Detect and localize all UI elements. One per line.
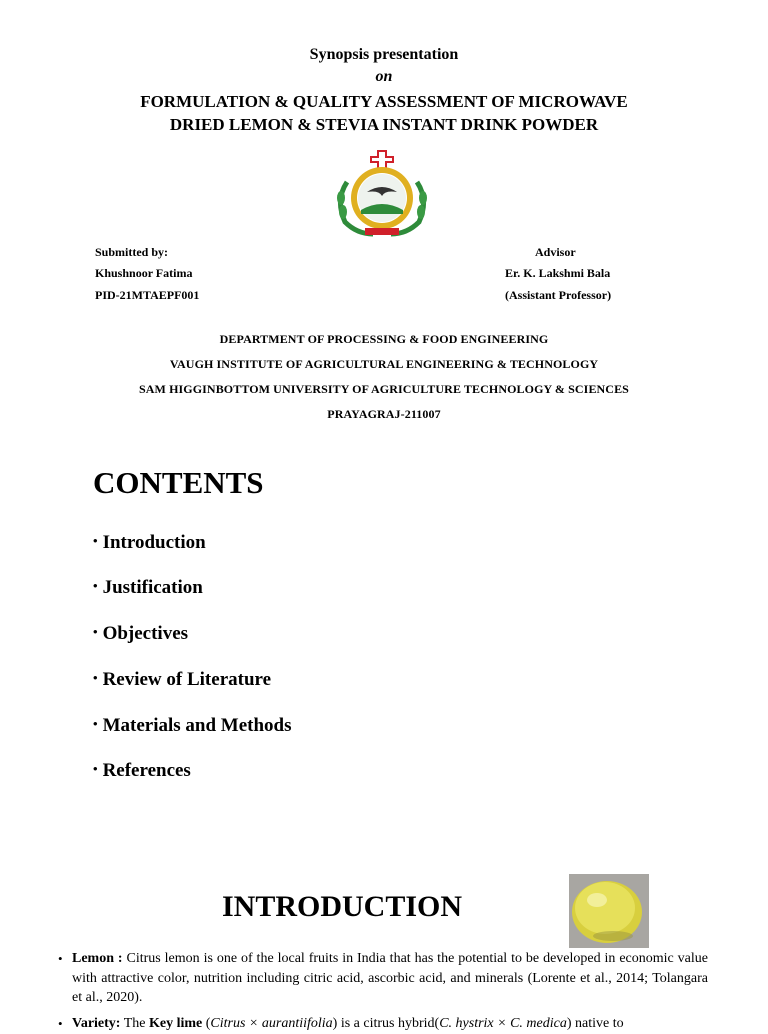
advisor-title: (Assistant Professor) <box>505 288 612 302</box>
bullet-icon: • <box>93 533 98 548</box>
student-name: Khushnoor Fatima <box>95 266 193 280</box>
contents-title: CONTENTS <box>93 465 264 500</box>
introduction-title: INTRODUCTION <box>222 890 463 923</box>
synopsis-on: on <box>375 68 393 85</box>
contents-item-label: Introduction <box>102 532 206 553</box>
submitted-by-label: Submitted by: <box>95 245 169 259</box>
advisor-label: Advisor <box>535 245 576 259</box>
title-line-2: DRIED LEMON & STEVIA INSTANT DRINK POWDER <box>169 115 599 134</box>
lemon-label: Lemon : <box>72 951 123 966</box>
university-line: SAM HIGGINBOTTOM UNIVERSITY OF AGRICULTURE TECHNOLOGY & SCIENCES <box>139 382 629 396</box>
bullet-icon: • <box>93 670 98 685</box>
key-lime-term: Key lime <box>148 1016 203 1031</box>
student-id: PID-21MTAEPF001 <box>95 288 200 302</box>
bullet-icon: • <box>93 761 98 776</box>
university-logo <box>333 148 431 240</box>
variety-text: The <box>120 1016 149 1031</box>
lemon-text: Citrus lemon is one of the local fruits in India that has the potential to be developed in economic value with attractive color, nutrition including citric acid, ascorbic acid, and minerals (Lorente et al., 2014; Tolangara et al., 2020). <box>72 951 708 1005</box>
city-line: PRAYAGRAJ-211007 <box>327 407 441 421</box>
variety-text: ) is a citrus hybrid( <box>332 1016 440 1031</box>
advisor-name: Er. K. Lakshmi Bala <box>505 266 611 280</box>
bullet-icon: • <box>58 1016 63 1031</box>
contents-item-label: Review of Literature <box>102 669 272 690</box>
contents-item <box>93 577 203 599</box>
contents-item <box>93 532 206 554</box>
title-line-1: FORMULATION & QUALITY ASSESSMENT OF MICROWAVE <box>140 92 628 111</box>
variety-label: Variety: <box>72 1016 121 1031</box>
variety-text: ) native to <box>566 1016 624 1031</box>
bullet-icon: • <box>93 578 98 593</box>
synopsis-heading: Synopsis presentation <box>309 46 459 63</box>
bullet-icon: • <box>93 716 98 731</box>
hybrid-parents: C. hystrix × C. medica <box>439 1016 567 1031</box>
species-name: Citrus × aurantiifolia <box>210 1016 333 1031</box>
contents-item-label: Justification <box>102 577 203 598</box>
lemon-paragraph <box>72 949 708 1008</box>
institute-line: VAUGH INSTITUTE OF AGRICULTURAL ENGINEERING & TECHNOLOGY <box>169 357 599 371</box>
contents-item-label: Objectives <box>102 623 189 644</box>
contents-item <box>93 669 271 691</box>
contents-item-label: Materials and Methods <box>102 715 292 736</box>
contents-item <box>93 715 292 737</box>
contents-item <box>93 623 188 645</box>
lemon-photo <box>569 874 649 948</box>
department-line: DEPARTMENT OF PROCESSING & FOOD ENGINEERING <box>219 332 549 346</box>
variety-text: ( <box>202 1016 211 1031</box>
bullet-icon: • <box>93 624 98 639</box>
bullet-icon: • <box>58 951 63 966</box>
contents-item <box>93 760 191 782</box>
contents-item-label: References <box>102 760 191 781</box>
